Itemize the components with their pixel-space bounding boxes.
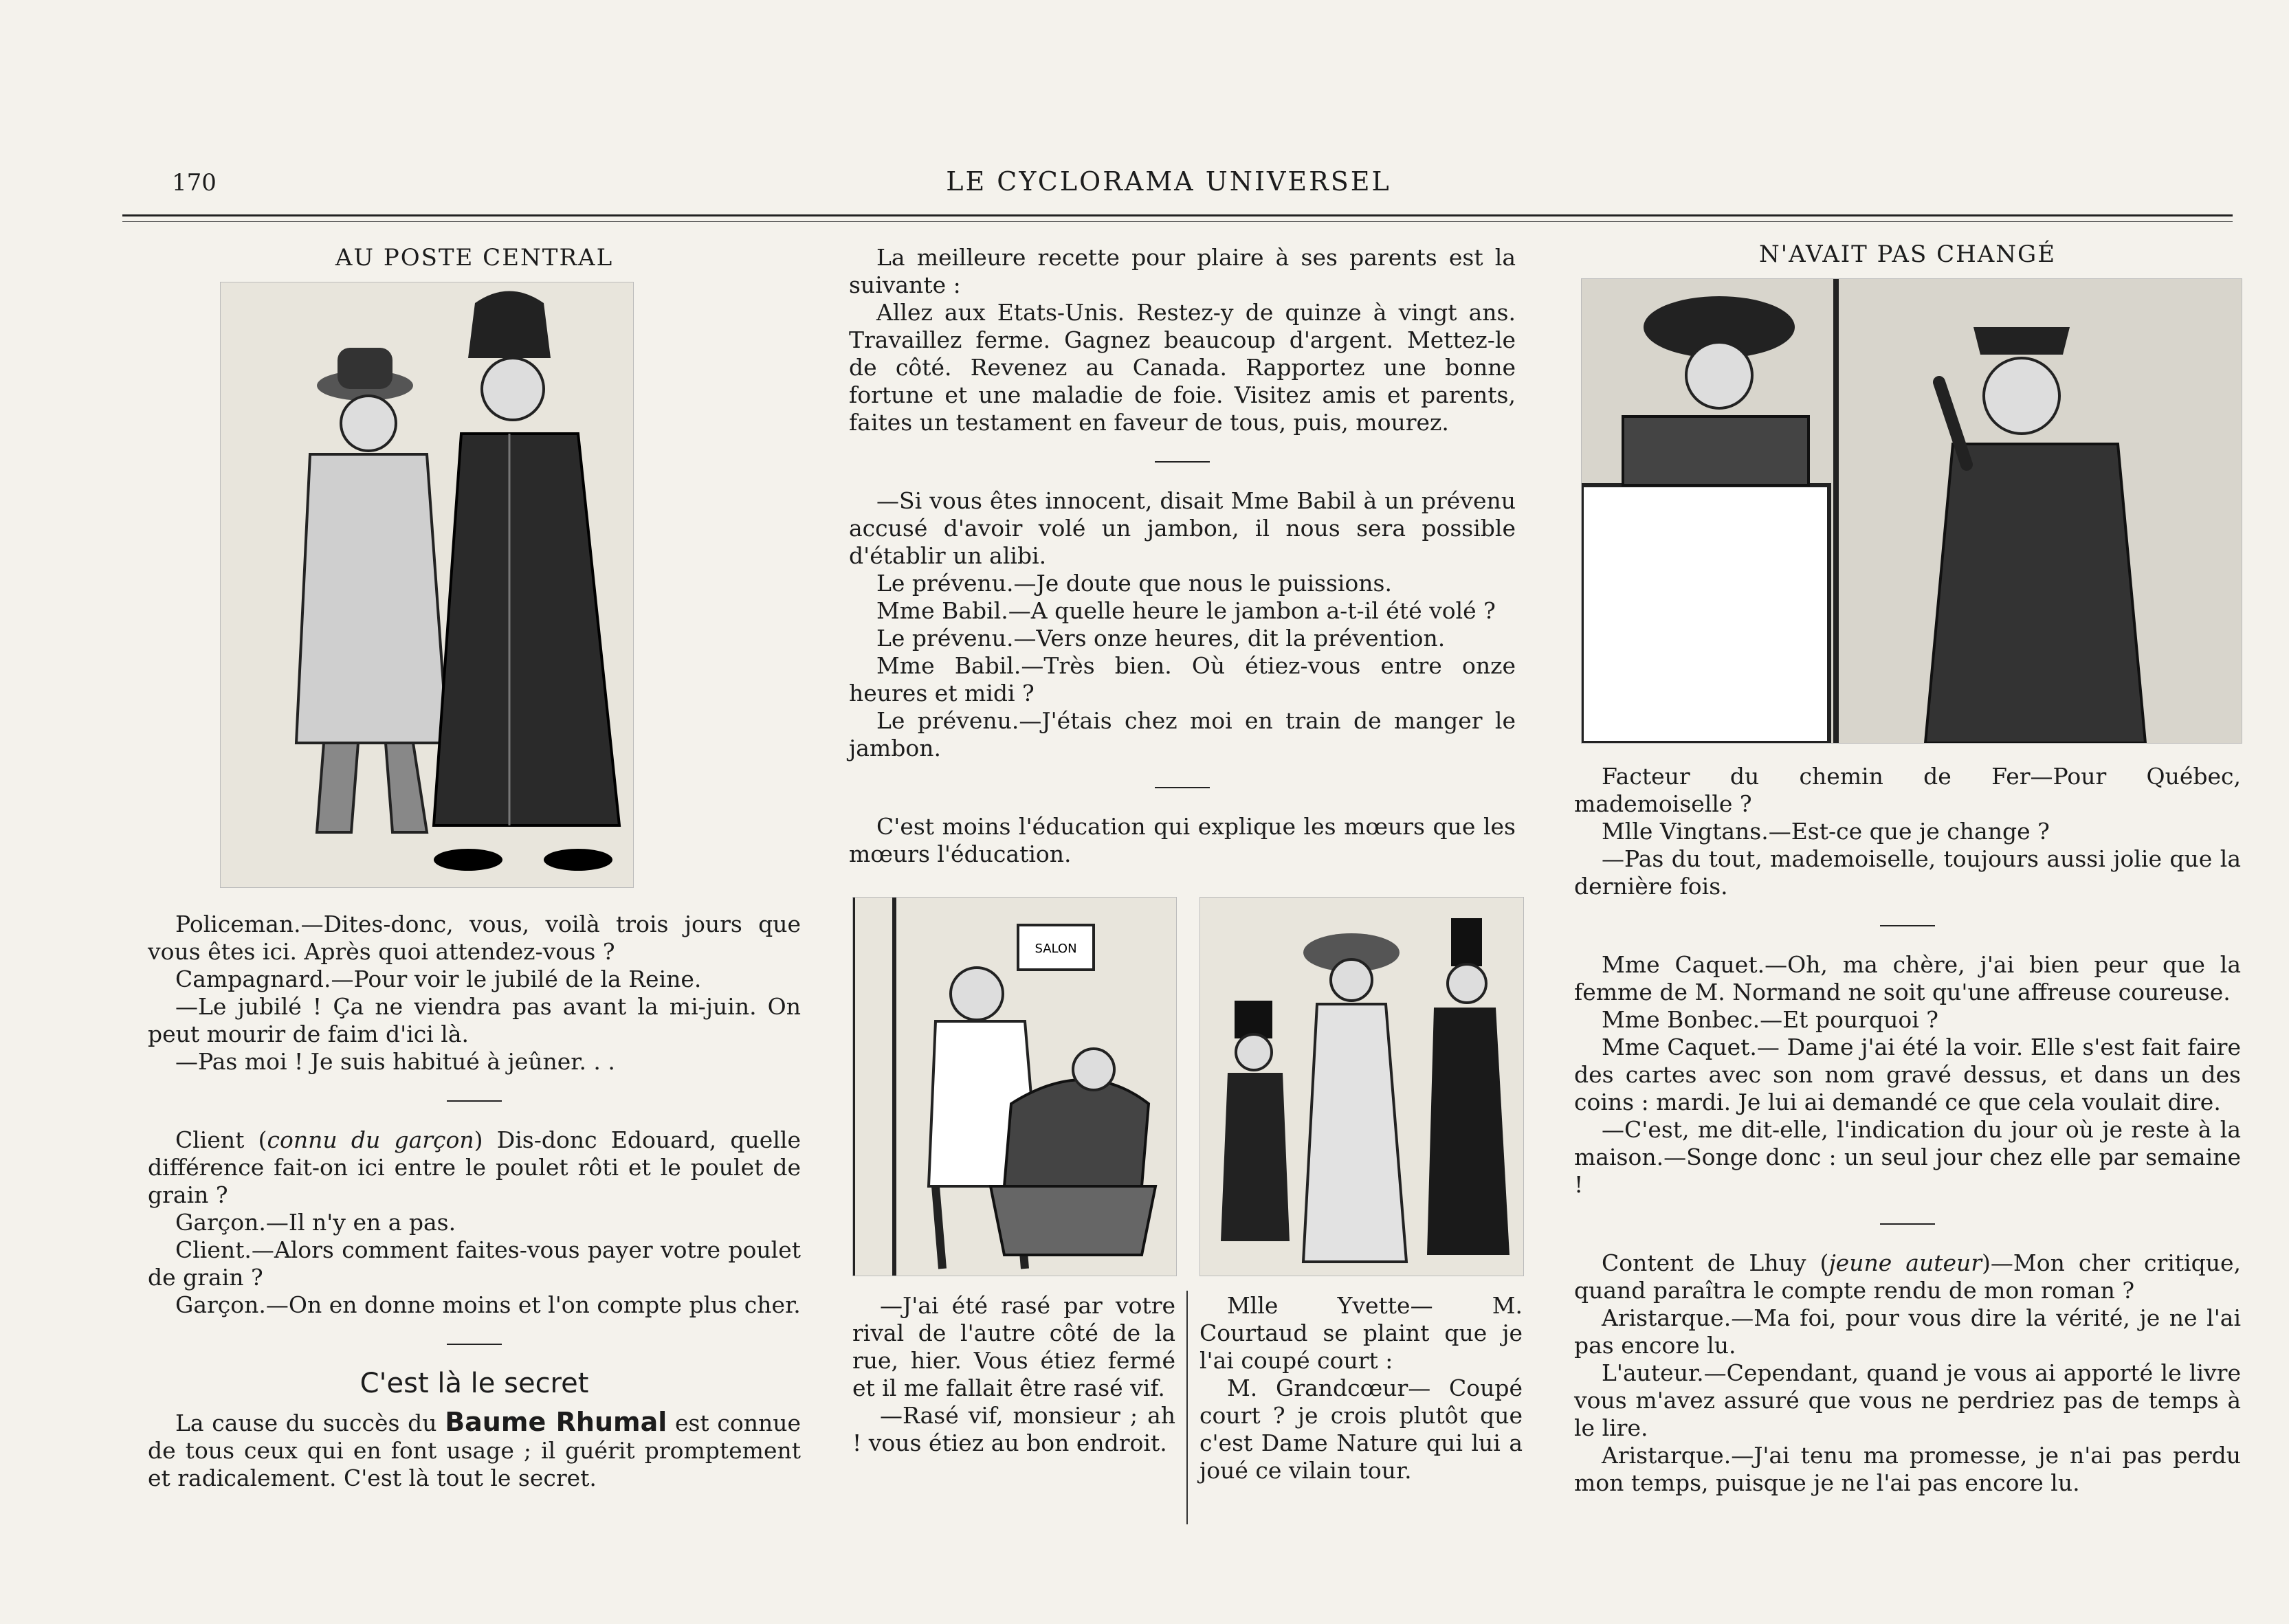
dialog-line: Mlle Vingtans.—Est-ce que je change ? <box>1602 818 2050 845</box>
dialog-line: Garçon.—On en donne moins et l'on compte plus cher. <box>175 1291 801 1318</box>
dialog-line: Mme Bonbec.—Et pourquoi ? <box>1602 1006 1938 1033</box>
illustration-policeman <box>220 282 634 888</box>
dialog-line: —Pas moi ! Je suis habitué à jeûner. . . <box>175 1048 615 1075</box>
dialog-line: Facteur du chemin de Fer—Pour Québec, mademoiselle ? <box>1574 763 2241 817</box>
column-2b-text <box>1199 1292 1523 1484</box>
dialog-line: —Si vous êtes innocent, disait Mme Babil à un prévenu accusé d'avoir volé un jambon, il nous sera possible d'établir un alibi. <box>849 487 1516 569</box>
dialog-line: Client.—Alors comment faites-vous payer votre poulet de grain ? <box>148 1236 801 1291</box>
page-number: 170 <box>172 169 217 197</box>
train-drawing <box>1582 279 2242 743</box>
separator <box>1155 787 1210 788</box>
column-1-text <box>148 911 801 1492</box>
dialog-line: —Le jubilé ! Ça ne viendra pas avant la mi-juin. On peut mourir de faim d'ici là. <box>148 993 801 1047</box>
illustration-barber <box>852 897 1177 1276</box>
dialog-line: Mme Caquet.— Dame j'ai été la voir. Elle s'est fait faire des cartes avec son nom gravé dessus, et dans un des coins : mardi. Je lui ai demandé ce que cela voulait dire. <box>1574 1034 2241 1115</box>
dialog-line: —Pas du tout, mademoiselle, toujours aussi jolie que la dernière fois. <box>1574 845 2241 900</box>
dialog-line: Aristarque.—J'ai tenu ma promesse, je n'ai pas perdu mon temps, puisque je ne l'ai pas encore lu. <box>1574 1442 2241 1496</box>
column-3 <box>1574 241 2241 268</box>
separator <box>447 1344 502 1345</box>
client-paragraph: Client (connu du garçon) Dis-donc Edouard, quelle différence fait-on ici entre le poulet rôti et le poulet de grain ? <box>148 1126 801 1208</box>
column-1 <box>148 244 801 271</box>
dialog-line: Mlle Yvette— M. Courtaud se plaint que je l'ai coupé court : <box>1199 1292 1523 1374</box>
yvette-drawing <box>1200 898 1523 1276</box>
brand-name: Baume Rhumal <box>445 1407 667 1437</box>
section-title-secret: C'est là le secret <box>360 1368 589 1399</box>
dialog-line: Policeman.—Dites-donc, vous, voilà trois jours que vous êtes ici. Après quoi attendez-vous ? <box>148 911 801 965</box>
separator <box>1155 461 1210 463</box>
illustration-train <box>1581 278 2242 744</box>
author-note: jeune auteur <box>1828 1249 1982 1276</box>
dialog-line: Le prévenu.—J'étais chez moi en train de manger le jambon. <box>849 707 1516 761</box>
education-paragraph: C'est moins l'éducation qui explique les mœurs que les mœurs l'éducation. <box>849 813 1516 867</box>
recette-paragraph: La meilleure recette pour plaire à ses parents est la suivante : <box>849 244 1516 298</box>
caption-divider <box>1186 1291 1188 1524</box>
policeman-drawing <box>221 282 633 887</box>
client-note: connu du garçon <box>267 1126 474 1153</box>
column-2 <box>849 244 1516 868</box>
barber-drawing <box>853 898 1176 1276</box>
dialog-line: Aristarque.—Ma foi, pour vous dire la vérité, je ne l'ai pas encore lu. <box>1574 1304 2241 1359</box>
content-paragraph: Content de Lhuy (jeune auteur)—Mon cher critique, quand paraîtra le compte rendu de mon roman ? <box>1574 1249 2241 1304</box>
section-title-pas-change: N'AVAIT PAS CHANGÉ <box>1758 241 2057 268</box>
dialog-line: Mme Babil.—A quelle heure le jambon a-t-il été volé ? <box>876 597 1496 624</box>
dialog-line: Campagnard.—Pour voir le jubilé de la Reine. <box>175 966 702 992</box>
dialog-line: —Rasé vif, monsieur ; ah ! vous étiez au bon endroit. <box>852 1402 1175 1456</box>
dialog-line: Garçon.—Il n'y en a pas. <box>175 1209 456 1236</box>
header-rule-thin <box>122 221 2233 222</box>
separator <box>447 1100 502 1102</box>
dialog-line: L'auteur.—Cependant, quand je vous ai apporté le livre vous m'avez assuré que vous ne perdriez pas de temps à le lire. <box>1574 1359 2241 1441</box>
illustration-yvette <box>1199 897 1524 1276</box>
recette-paragraph-2: Allez aux Etats-Unis. Restez-y de quinze à vingt ans. Travaillez ferme. Gagnez beaucoup d'argent. Mettez-le de côté. Revenez au Canada. Rapportez une bonne fortune et une maladie de foie. Visitez amis et parents, faites un testament en faveur de tous, puis, mourez. <box>849 299 1516 436</box>
separator <box>1880 925 1935 926</box>
dialog-line: Le prévenu.—Vers onze heures, dit la prévention. <box>876 625 1446 652</box>
column-2a-text <box>852 1292 1175 1457</box>
dialog-line: Mme Caquet.—Oh, ma chère, j'ai bien peur que la femme de M. Normand ne soit qu'une affreuse coureuse. <box>1574 951 2241 1005</box>
dialog-line: —C'est, me dit-elle, l'indication du jour où je reste à la maison.—Songe donc : un seul jour chez elle par semaine ! <box>1574 1116 2241 1198</box>
separator <box>1880 1223 1935 1225</box>
column-3-text <box>1574 763 2241 1497</box>
dialog-line: Le prévenu.—Je doute que nous le puissions. <box>876 570 1392 597</box>
column-divider <box>827 241 828 1533</box>
header-rule <box>122 214 2233 216</box>
secret-paragraph: La cause du succès du Baume Rhumal est connue de tous ceux qui en font usage ; il guérit promptement et radicalement. C'est là tout le secret. <box>148 1407 801 1491</box>
dialog-line: M. Grandcœur— Coupé court ? je crois plutôt que c'est Dame Nature qui lui a joué ce vilain tour. <box>1199 1375 1523 1484</box>
section-title-poste-central: AU POSTE CENTRAL <box>335 244 614 271</box>
dialog-line: —J'ai été rasé par votre rival de l'autre côté de la rue, hier. Vous étiez fermé et il me fallait être rasé vif. <box>852 1292 1175 1401</box>
dialog-line: Mme Babil.—Très bien. Où étiez-vous entre onze heures et midi ? <box>849 652 1516 707</box>
running-title: LE CYCLORAMA UNIVERSEL <box>946 166 1391 197</box>
barber-sign: SALON <box>1035 942 1077 956</box>
